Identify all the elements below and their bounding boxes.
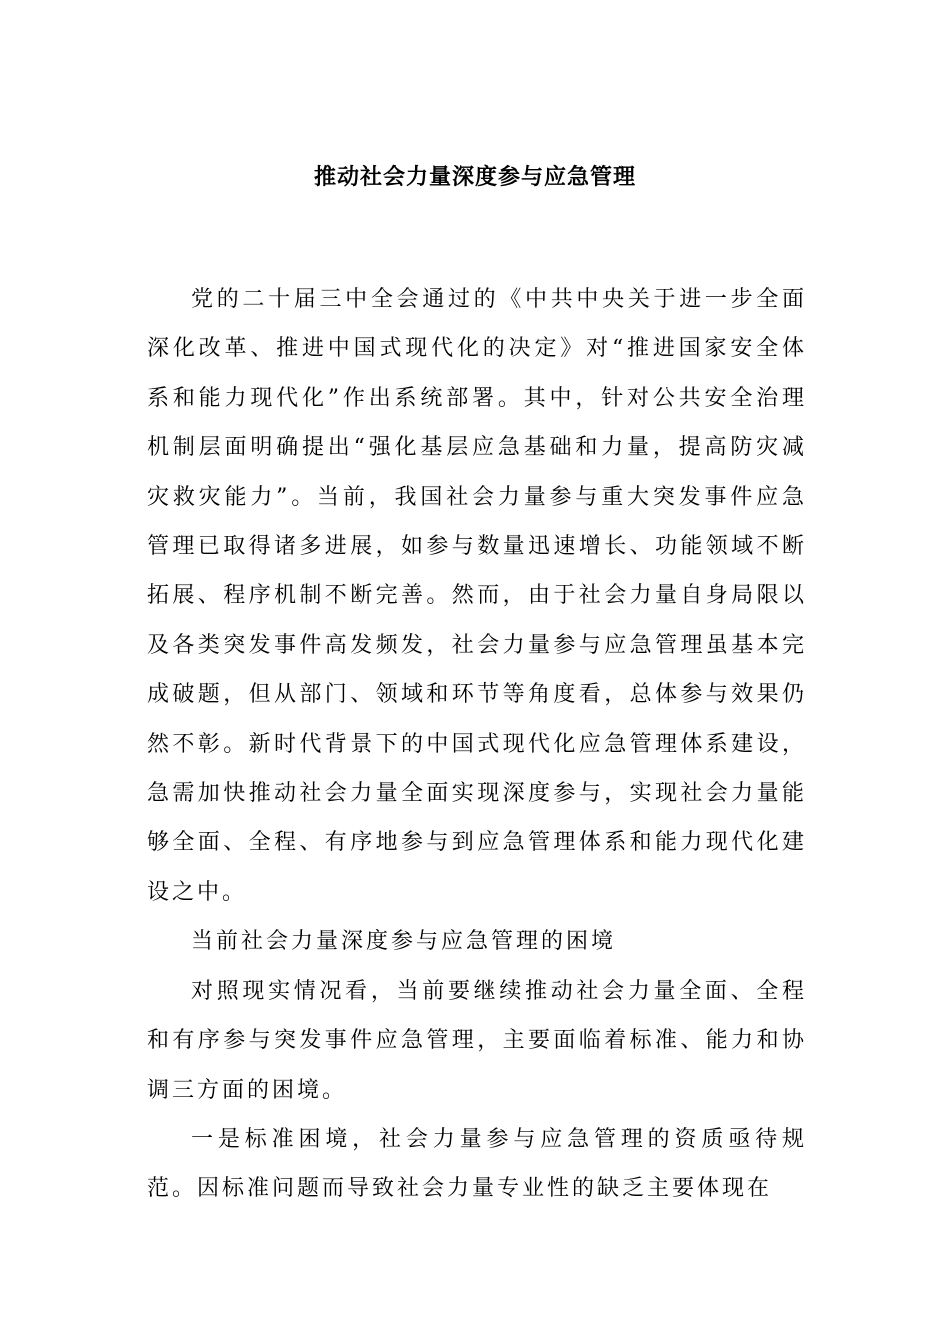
document-body: [147, 275, 807, 1214]
section-paragraph: 一是标准困境，社会力量参与应急管理的资质亟待规范。因标准问题而导致社会力量专业性的缺乏主要体现在: [147, 1126, 807, 1202]
document-title: 推动社会力量深度参与应急管理: [313, 165, 636, 190]
section-heading: 当前社会力量深度参与应急管理的困境: [191, 929, 617, 955]
section-paragraph: 对照现实情况看，当前要继续推动社会力量全面、全程和有序参与突发事件应急管理，主要面临着标准、能力和协调三方面的困境。: [147, 978, 807, 1103]
intro-paragraph: 党的二十届三中全会通过的《中共中央关于进一步全面深化改革、推进中国式现代化的决定》对“推进国家安全体系和能力现代化”作出系统部署。其中，针对公共安全治理机制层面明确提出“强化基层应急基础和力量，提高防灾减灾救灾能力”。当前，我国社会力量参与重大突发事件应急管理已取得诸多进展，如参与数量迅速增长、功能领域不断拓展、程序机制不断完善。然而，由于社会力量自身局限以及各类突发事件高发频发，社会力量参与应急管理虽基本完成破题，但从部门、领域和环节等角度看，总体参与效果仍然不彰。新时代背景下的中国式现代化应急管理体系建设，急需加快推动社会力量全面实现深度参与，实现社会力量能够全面、全程、有序地参与到应急管理体系和能力现代化建设之中。: [147, 287, 807, 905]
